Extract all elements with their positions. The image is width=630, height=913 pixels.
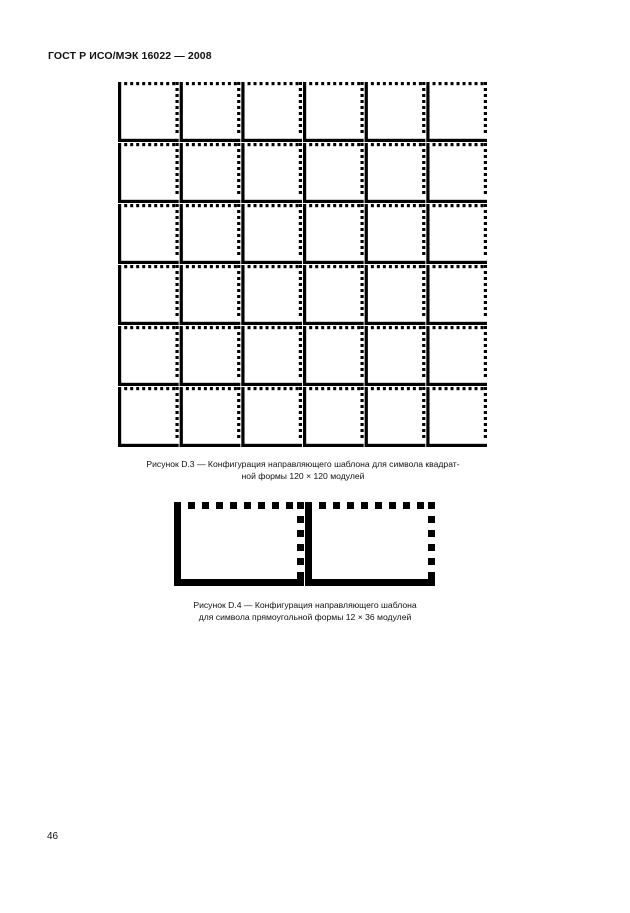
data-region [241,265,302,325]
data-region [118,143,179,203]
data-region [365,143,426,203]
data-region [180,326,241,386]
figure-d4-caption-line2: для символа прямоугольной формы 12 × 36 модулей [198,612,412,622]
data-region [426,387,487,447]
data-region [303,387,364,447]
data-region [174,502,304,586]
data-region [241,326,302,386]
data-region [365,204,426,264]
data-region [118,82,179,142]
data-region [303,204,364,264]
finder-pattern-rectangular-12x36 [174,502,436,586]
figure-d4-caption-line1: Рисунок D.4 — Конфигурация направляющего шаблона [193,600,417,610]
data-region [426,265,487,325]
data-region [365,326,426,386]
data-region [241,204,302,264]
document-header: ГОСТ Р ИСО/МЭК 16022 — 2008 [48,50,212,62]
data-region [303,82,364,142]
data-region [180,265,241,325]
figure-d3-caption [112,458,494,482]
data-region [426,326,487,386]
figure-d3-caption-line1: Рисунок D.3 — Конфигурация направляющего шаблона для символа квадрат- [146,459,460,469]
data-region [118,326,179,386]
data-region [241,82,302,142]
data-region [426,204,487,264]
data-region [365,82,426,142]
data-region [305,502,435,586]
page-number: 46 [47,831,59,842]
data-region [303,143,364,203]
data-region [180,204,241,264]
data-region [241,387,302,447]
data-region [118,387,179,447]
data-region [118,265,179,325]
data-region [426,143,487,203]
data-region [180,143,241,203]
data-region [180,82,241,142]
finder-pattern-square-120x120 [118,82,488,448]
data-region [118,204,179,264]
data-region [180,387,241,447]
data-region [303,326,364,386]
figure-d4-caption [160,599,450,623]
figure-d3-caption-line2: ной формы 120 × 120 модулей [241,471,365,481]
data-region [365,387,426,447]
data-region [365,265,426,325]
data-region [241,143,302,203]
data-region [303,265,364,325]
data-region [426,82,487,142]
